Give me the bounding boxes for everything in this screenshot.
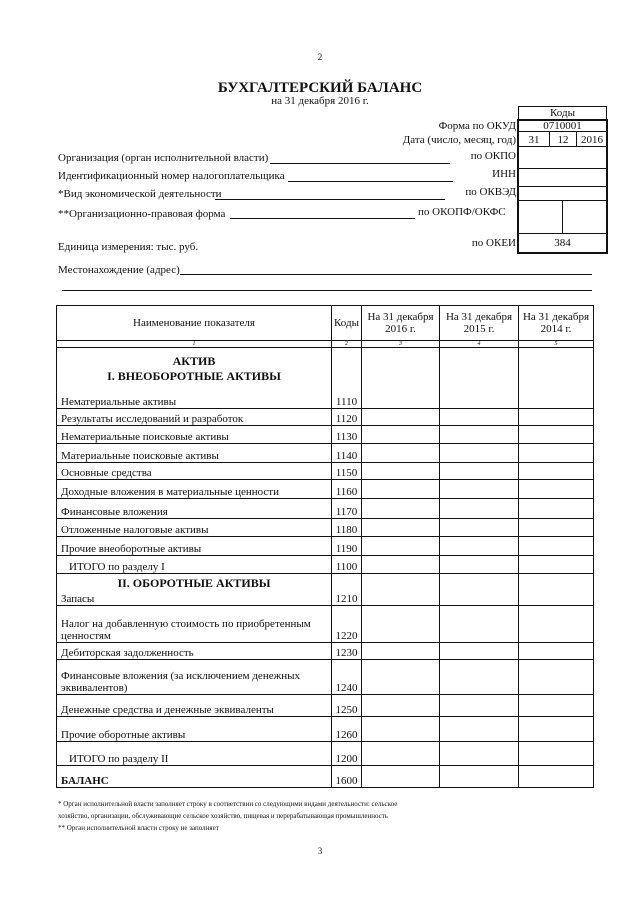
row-name [57,348,332,409]
row-name [57,463,332,480]
value-2016[interactable] [362,695,440,717]
header-2016: На 31 декабря 2016 г. [362,306,440,341]
header-2014: На 31 декабря 2014 г. [519,306,594,341]
row-name [57,480,332,499]
legal-form-field[interactable] [230,218,415,219]
col-number: 4 [440,341,519,348]
value-2016[interactable] [362,519,440,537]
row-label: Доходные вложения в материальные ценности [61,486,279,498]
row-code: 1240 [332,660,362,695]
value-2015[interactable] [440,426,519,444]
value-2016[interactable] [362,606,440,643]
row-label: Денежные средства и денежные эквиваленты [61,704,274,716]
row-code: 1220 [332,606,362,643]
value-2014[interactable] [519,426,594,444]
date-label: Дата (число, месяц, год) [402,134,516,146]
activity-field[interactable] [215,199,445,200]
page-title: БУХГАЛТЕРСКИЙ БАЛАНС [217,80,423,96]
row-name [57,766,332,788]
org-field[interactable] [270,163,450,164]
value-2014[interactable] [519,574,594,606]
section-asset-title: АКТИВ [172,354,216,368]
row-code: 1180 [332,519,362,537]
row-label: Прочие внеоборотные активы [61,543,202,555]
value-2015[interactable] [440,409,519,426]
row-name [57,742,332,766]
okpo-label: по ОКПО [470,150,516,162]
section-2-title: II. ОБОРОТНЫЕ АКТИВЫ [117,576,271,590]
value-2014[interactable] [519,606,594,643]
row-name [57,643,332,660]
header-code: Коды [332,306,362,341]
value-2014[interactable] [519,643,594,660]
value-2016[interactable] [362,660,440,695]
value-2016[interactable] [362,717,440,742]
table-row [57,695,594,717]
col-number: 5 [519,341,594,348]
table-row [57,426,594,444]
value-2015[interactable] [440,556,519,574]
value-2014[interactable] [519,480,594,499]
table-row [57,643,594,660]
value-2016[interactable] [362,574,440,606]
table-row [57,519,594,537]
row-code: 1190 [332,537,362,556]
inn-label: Идентификационный номер налогоплательщика [58,170,285,182]
row-name [57,660,332,695]
okei-value: 384 [554,237,571,249]
value-2016[interactable] [362,426,440,444]
page-subtitle: на 31 декабря 2016 г. [271,95,369,107]
okud-value: 0710001 [543,120,582,132]
value-2015[interactable] [440,742,519,766]
inn-code-label: ИНН [492,168,516,180]
row-code: 1200 [332,742,362,766]
value-2016[interactable] [362,463,440,480]
date-day: 31 [528,134,540,146]
header-name: Наименование показателя [57,306,332,341]
row-code: 1600 [332,766,362,788]
row-label: Материальные поисковые активы [61,450,219,462]
value-2016[interactable] [362,348,440,409]
value-2016[interactable] [362,480,440,499]
value-2016[interactable] [362,556,440,574]
table-row [57,742,594,766]
value-2016[interactable] [362,444,440,463]
value-2015[interactable] [440,348,519,409]
table-header-row [57,306,594,341]
row-name [57,606,332,643]
value-2014[interactable] [519,537,594,556]
value-2016[interactable] [362,409,440,426]
row-code: 1250 [332,695,362,717]
row-code: 1130 [332,426,362,444]
row-name [57,444,332,463]
value-2014[interactable] [519,499,594,519]
org-label: Организация (орган исполнительной власти) [58,152,269,164]
date-month: 12 [557,134,569,146]
value-2014[interactable] [519,660,594,695]
okud-label: Форма по ОКУД [438,120,516,132]
value-2016[interactable] [362,643,440,660]
value-2015[interactable] [440,717,519,742]
value-2015[interactable] [440,643,519,660]
table-row [57,556,594,574]
value-2014[interactable] [519,519,594,537]
value-2014[interactable] [519,348,594,409]
row-name [57,695,332,717]
value-2015[interactable] [440,766,519,788]
value-2014[interactable] [519,556,594,574]
table-row [57,348,594,409]
codes-header: Коды [518,106,607,120]
row-name [57,574,332,606]
row-label: Прочие оборотные активы [61,729,186,741]
row-code: 1260 [332,717,362,742]
value-2014[interactable] [519,444,594,463]
value-2016[interactable] [362,766,440,788]
table-row [57,660,594,695]
row-code: 1160 [332,480,362,499]
value-2015[interactable] [440,480,519,499]
value-2014[interactable] [519,742,594,766]
row-label: Финансовые вложения (за исключением денежных эквивалентов) [61,670,300,694]
page-number-top: 2 [317,52,323,62]
inn-field[interactable] [288,181,453,182]
value-2015[interactable] [440,463,519,480]
table-row [57,574,594,606]
row-label: Нематериальные поисковые активы [61,431,229,443]
okei-label: по ОКЕИ [471,237,516,249]
table-row [57,537,594,556]
col-number: 1 [57,341,332,348]
row-name [57,556,332,574]
row-name [57,519,332,537]
table-row [57,717,594,742]
address-field[interactable] [180,274,592,275]
row-label: Налог на добавленную стоимость по приобретенным ценностям [61,618,311,642]
row-label: Результаты исследований и разработок [61,413,244,425]
row-label: Дебиторская задолженность [61,647,194,659]
row-label: Основные средства [61,467,152,479]
row-name [57,426,332,444]
value-2015[interactable] [440,444,519,463]
row-code: 1110 [332,348,362,409]
value-2015[interactable] [440,606,519,643]
row-code: 1210 [332,574,362,606]
row-name [57,499,332,519]
address-field-2[interactable] [62,290,592,291]
row-label: БАЛАНС [61,775,109,787]
address-label: Местонахождение (адрес) [58,264,180,276]
row-label: Запасы [61,593,95,605]
table-row [57,444,594,463]
col-number: 2 [332,341,362,348]
value-2015[interactable] [440,499,519,519]
table-row [57,480,594,499]
col-number: 3 [362,341,440,348]
row-code: 1170 [332,499,362,519]
value-2014[interactable] [519,463,594,480]
value-2015[interactable] [440,695,519,717]
footnote-2: хозяйство, организации, обслуживающие сельское хозяйство, пищевая и перерабатывающая промышленность [58,812,388,820]
section-1-title: I. ВНЕОБОРОТНЫЕ АКТИВЫ [107,369,281,383]
footnote-3: ** Орган исполнительной власти строку не заполняет [58,824,219,832]
value-2014[interactable] [519,409,594,426]
row-label: ИТОГО по разделу I [69,561,165,573]
unit-label: Единица измерения: тыс. руб. [58,241,199,253]
row-name [57,409,332,426]
value-2016[interactable] [362,499,440,519]
value-2016[interactable] [362,742,440,766]
okopf-label: по ОКОПФ/ОКФС [418,206,506,218]
row-name [57,537,332,556]
table-row [57,606,594,643]
row-name [57,717,332,742]
value-2015[interactable] [440,574,519,606]
value-2015[interactable] [440,537,519,556]
table-row [57,463,594,480]
balance-table [56,305,594,788]
row-label: Финансовые вложения [61,506,168,518]
row-code: 1120 [332,409,362,426]
row-code: 1230 [332,643,362,660]
value-2014[interactable] [519,695,594,717]
okved-label: по ОКВЭД [465,186,516,198]
page-number-bottom: 3 [317,846,323,856]
row-code: 1150 [332,463,362,480]
row-label: Отложенные налоговые активы [61,524,209,536]
table-row [57,409,594,426]
row-label: Нематериальные активы [61,396,177,408]
section-heading [61,354,327,384]
value-2015[interactable] [440,519,519,537]
value-2014[interactable] [519,717,594,742]
column-numbers-row [57,341,594,348]
footnote-1: * Орган исполнительной власти заполняет строку в соответствии со следующими видами деятельности: сельское [58,800,398,808]
row-code: 1140 [332,444,362,463]
activity-label: *Вид экономической деятельности [58,188,222,200]
header-2015: На 31 декабря 2015 г. [440,306,519,341]
value-2016[interactable] [362,537,440,556]
table-row [57,766,594,788]
table-row [57,499,594,519]
section-heading [61,576,327,591]
row-label: ИТОГО по разделу II [69,753,169,765]
value-2014[interactable] [519,766,594,788]
date-year: 2016 [581,134,603,146]
legal-form-label: **Организационно-правовая форма [58,208,226,220]
value-2015[interactable] [440,660,519,695]
row-code: 1100 [332,556,362,574]
